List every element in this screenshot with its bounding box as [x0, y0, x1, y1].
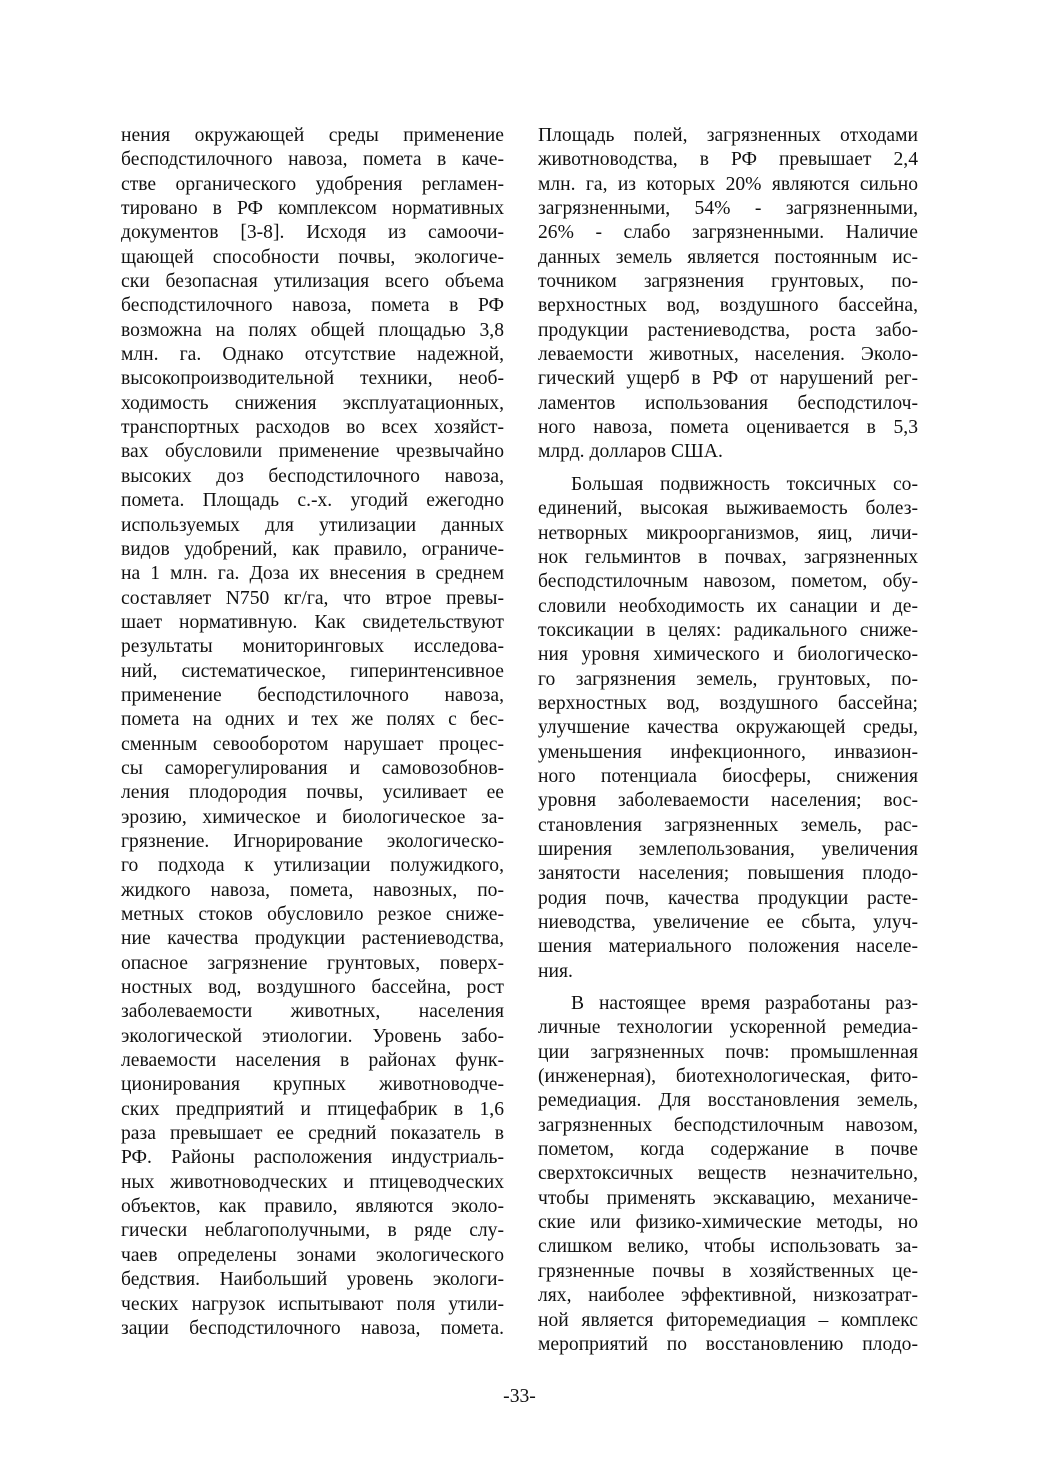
- text-line: животноводства, в РФ превышает 2,4: [538, 149, 918, 171]
- text-line: стве органического удобрения регламен-: [121, 173, 504, 195]
- text-line: словили необходимость их санации и де-: [538, 595, 918, 617]
- text-line: чтобы применять экскавацию, механиче-: [538, 1187, 918, 1209]
- text-line: млрд. долларов США.: [538, 441, 723, 463]
- text-line: бесподстилочного навоза, помета в каче-: [121, 149, 504, 171]
- text-line: ления плодородия почвы, усиливает ее: [121, 782, 504, 804]
- text-line: тировано в РФ комплексом нормативных: [121, 198, 504, 220]
- text-line: РФ. Районы расположения индустриаль-: [121, 1147, 504, 1169]
- text-line: нения окружающей среды применение: [121, 125, 504, 146]
- text-line: возможна на полях общей площадью 3,8: [121, 319, 504, 341]
- text-line: токсикации в целях: радикального сниже-: [538, 619, 918, 641]
- text-line: ские или физико-химические методы, но: [538, 1212, 918, 1234]
- text-line: продукции растениеводства, роста забо-: [538, 319, 918, 341]
- text-line: 26% - слабо загрязненными. Наличие: [538, 222, 918, 244]
- text-line: леваемости населения в районах функ-: [121, 1050, 504, 1072]
- text-line: ной является фиторемедиация – комплекс: [538, 1309, 918, 1331]
- text-line: В настоящее время разработаны раз-: [571, 993, 918, 1015]
- text-line: метных стоков обусловило резкое сниже-: [121, 904, 504, 925]
- text-line: ходимость снижения эксплуатационных,: [121, 392, 504, 414]
- text-line: ниеводства, увеличение ее сбыта, улуч-: [538, 912, 918, 933]
- text-line: млн. га, из которых 20% являются сильно: [538, 173, 918, 195]
- text-line: го подхода к утилизации полужидкого,: [121, 855, 504, 877]
- left-column: [121, 124, 504, 1341]
- text-line: опасное загрязнение грунтовых, поверх-: [121, 952, 504, 974]
- text-line: транспортных расходов во всех хозяйст-: [121, 417, 504, 439]
- text-line: используемых для утилизации данных: [121, 514, 504, 536]
- text-line: загрязненными, 54% - загрязненными,: [538, 198, 918, 220]
- text-line: жидкого навоза, помета, навозных, по-: [121, 879, 504, 901]
- text-line: ции загрязненных почв: промышленная: [538, 1041, 918, 1063]
- text-line: шает нормативную. Как свидетельствуют: [121, 611, 504, 633]
- text-line: высокопроизводительной техники, необ-: [121, 368, 504, 390]
- text-line: ния.: [538, 960, 573, 982]
- text-line: гический ущерб в РФ от нарушений рег-: [538, 368, 918, 390]
- text-line: высоких доз бесподстилочного навоза,: [121, 465, 504, 487]
- text-line: применение бесподстилочного навоза,: [121, 684, 504, 706]
- text-line: объектов, как правило, являются эколо-: [121, 1196, 504, 1218]
- text-line: помета. Площадь с.-х. угодий ежегодно: [121, 490, 504, 512]
- text-line: ностных вод, воздушного бассейна, рост: [121, 977, 504, 999]
- text-line: точником загрязнения грунтовых, по-: [538, 271, 918, 293]
- text-line: чаев определены зонами экологического: [121, 1244, 504, 1266]
- text-line: млн. га. Однако отсутствие надежной,: [121, 344, 504, 366]
- text-line: помета на одних и тех же полях с бес-: [121, 709, 504, 731]
- text-line: ного потенциала биосферы, снижения: [538, 765, 918, 787]
- text-line: раза превышает ее средний показатель в: [121, 1123, 504, 1145]
- text-line: слишком велико, чтобы использовать за-: [538, 1236, 918, 1258]
- text-line: сы саморегулирования и самовозобнов-: [121, 757, 504, 779]
- text-line: лях, наиболее эффективной, низкозатрат-: [538, 1285, 918, 1307]
- text-line: верхностных вод, воздушного бассейна,: [538, 295, 918, 317]
- text-line: составляет N750 кг/га, что втрое превы-: [121, 587, 504, 609]
- text-line: зации бесподстилочного навоза, помета.: [121, 1317, 504, 1339]
- text-line: мероприятий по восстановлению плодо-: [538, 1333, 918, 1355]
- text-line: (инженерная), биотехнологическая, фито-: [538, 1066, 918, 1088]
- text-line: бедствия. Наибольший уровень экологи-: [121, 1269, 504, 1291]
- text-line: грязненные почвы в хозяйственных це-: [538, 1260, 918, 1282]
- text-line: ширения землепользования, увеличения: [538, 838, 918, 860]
- text-line: сверхтоксичных веществ незначительно,: [538, 1163, 918, 1185]
- text-line: ремедиация. Для восстановления земель,: [538, 1090, 918, 1112]
- text-line: заболеваемости животных, населения: [121, 1001, 504, 1023]
- text-line: эрозию, химическое и биологическое за-: [121, 806, 504, 828]
- text-line: на 1 млн. га. Доза их внесения в среднем: [121, 563, 504, 585]
- text-line: загрязненных бесподстилочным навозом,: [538, 1114, 918, 1136]
- text-line: бесподстилочным навозом, пометом, обу-: [538, 571, 918, 593]
- text-line: уровня заболеваемости населения; вос-: [538, 790, 918, 812]
- text-line: ционирования крупных животноводче-: [121, 1074, 504, 1096]
- text-line: пометом, когда содержание в почве: [538, 1139, 918, 1161]
- text-line: занятости населения; повышения плодо-: [538, 863, 918, 885]
- text-line: становления загрязненных земель, рас-: [538, 814, 918, 836]
- text-line: ний, систематическое, гиперинтенсивное: [121, 660, 504, 682]
- page-number: -33-: [503, 1386, 536, 1407]
- text-line: видов удобрений, как правило, ограниче-: [121, 538, 504, 560]
- text-line: данных земель является постоянным ис-: [538, 246, 918, 268]
- text-line: личные технологии ускоренной ремедиа-: [538, 1017, 918, 1039]
- text-line: нетворных микроорганизмов, яиц, личи-: [538, 522, 918, 544]
- text-line: улучшение качества окружающей среды,: [538, 717, 918, 739]
- text-line: уменьшения инфекционного, инвазион-: [538, 741, 918, 763]
- text-line: грязнение. Игнорирование экологическо-: [121, 830, 504, 852]
- text-line: нок гельминтов в почвах, загрязненных: [538, 546, 918, 568]
- text-line: родия почв, качества продукции расте-: [538, 887, 918, 909]
- right-column: [538, 124, 918, 1357]
- text-line: ние качества продукции растениеводства,: [121, 928, 504, 950]
- text-line: документов [3-8]. Исходя из самоочи-: [121, 222, 504, 244]
- text-line: сменным севооборотом нарушает процес-: [121, 733, 504, 755]
- text-line: единений, высокая выживаемость болез-: [538, 498, 918, 520]
- text-line: ных животноводческих и птицеводческих: [121, 1171, 504, 1193]
- text-line: экологической этиологии. Уровень забо-: [121, 1025, 504, 1047]
- text-line: результаты мониторинговых исследова-: [121, 636, 504, 658]
- text-line: щающей способности почвы, экологиче-: [121, 246, 504, 268]
- text-line: го загрязнения земель, грунтовых, по-: [538, 668, 918, 690]
- text-line: гически неблагополучными, в ряде слу-: [121, 1220, 504, 1242]
- text-line: ски безопасная утилизация всего объема: [121, 271, 504, 293]
- text-line: вах обусловили применение чрезвычайно: [121, 441, 504, 463]
- text-line: ного навоза, помета оценивается в 5,3: [538, 417, 918, 439]
- text-line: бесподстилочного навоза, помета в РФ: [121, 295, 504, 317]
- text-line: ния уровня химического и биологическо-: [538, 644, 918, 666]
- text-line: ских предприятий и птицефабрик в 1,6: [121, 1098, 504, 1120]
- text-line: шения материального положения населе-: [538, 936, 918, 958]
- text-line: ламентов использования бесподстилоч-: [538, 392, 918, 414]
- text-line: ческих нагрузок испытывают поля утили-: [121, 1293, 504, 1315]
- text-line: Большая подвижность токсичных со-: [571, 473, 918, 495]
- text-line: Площадь полей, загрязненных отходами: [538, 125, 918, 146]
- text-line: леваемости животных, населения. Эколо-: [538, 344, 918, 366]
- text-line: верхностных вод, воздушного бассейна;: [538, 692, 918, 714]
